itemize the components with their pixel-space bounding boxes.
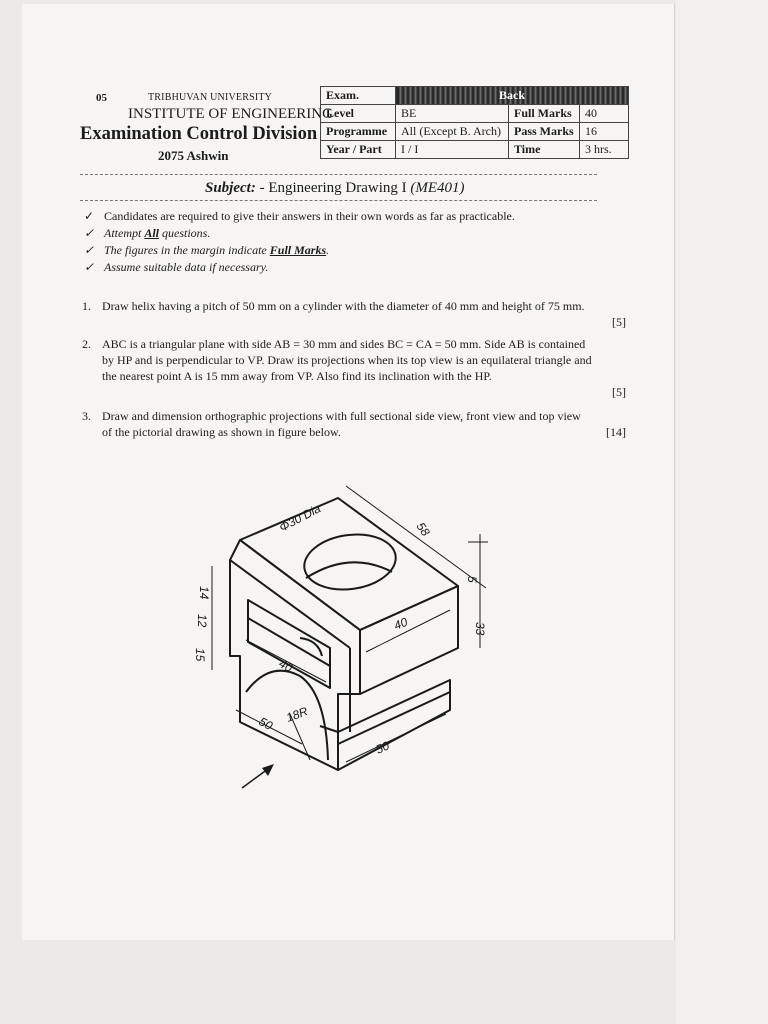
university-name: TRIBHUVAN UNIVERSITY bbox=[148, 92, 273, 103]
subject-code: (ME401) bbox=[410, 180, 465, 196]
programme-value: All (Except B. Arch) bbox=[396, 123, 509, 141]
dim-hole-dia: Φ30 Dia bbox=[276, 501, 323, 535]
dim-base-right: 50 bbox=[373, 738, 392, 757]
question-3: 3. Draw and dimension orthographic projections with full sectional side view, front view and top view of the pictorial drawing as shown in figure below. [14] bbox=[82, 409, 626, 439]
year-label: Year / Part bbox=[321, 141, 396, 159]
pass-marks-value: 16 bbox=[580, 123, 629, 141]
exam-info-table bbox=[320, 86, 629, 159]
year-value: I / I bbox=[396, 141, 509, 159]
institute-name: INSTITUTE OF ENGINEERING bbox=[128, 106, 333, 122]
dim-base-left: 50 bbox=[256, 714, 275, 733]
slot-opening bbox=[248, 600, 330, 688]
instruction-item: ✓ The figures in the margin indicate Full Marks. bbox=[84, 243, 330, 257]
level-value: BE bbox=[396, 105, 509, 123]
dim-wall-a: 14 bbox=[197, 586, 211, 600]
right-face bbox=[360, 586, 458, 694]
instruction-item: ✓ Attempt All questions. bbox=[84, 226, 211, 240]
exam-value: Back bbox=[396, 87, 629, 105]
instruction-item: ✓ Assume suitable data if necessary. bbox=[84, 260, 269, 274]
divider-top bbox=[80, 174, 597, 175]
full-marks-label: Full Marks bbox=[509, 105, 580, 123]
pass-marks-label: Pass Marks bbox=[509, 123, 580, 141]
subject-name: - Engineering Drawing I bbox=[255, 180, 411, 196]
isometric-figure bbox=[150, 470, 510, 800]
view-direction-arrow-icon bbox=[242, 764, 274, 788]
question-marks: [5] bbox=[612, 315, 626, 329]
question-2: 2. ABC is a triangular plane with side AB = 30 mm and sides BC = CA = 50 mm. Side AB is contained by HP and is perpendicular to VP. Draw its projections when its top view is an equilateral triangle and the nearest point A is 15 mm away from VP. Also find its inclination with the HP. [5] bbox=[82, 337, 626, 399]
subject-line bbox=[205, 180, 465, 197]
time-value: 3 hrs. bbox=[580, 141, 629, 159]
dim-radius: 18R bbox=[284, 704, 310, 725]
exam-label: Exam. bbox=[321, 87, 396, 105]
check-icon: ✓ bbox=[84, 260, 95, 274]
instruction-item: ✓ Candidates are required to give their answers in their own words as far as practicable. bbox=[84, 209, 515, 223]
question-marks: [5] bbox=[612, 385, 626, 399]
check-icon: ✓ bbox=[84, 209, 95, 223]
level-label: Level bbox=[321, 105, 396, 123]
dim-height: 33 bbox=[473, 622, 487, 636]
full-marks-value: 40 bbox=[580, 105, 629, 123]
dim-wall-c: 15 bbox=[193, 648, 207, 662]
question-1: 1. Draw helix having a pitch of 50 mm on a cylinder with the diameter of 40 mm and height of 75 mm. [5] bbox=[82, 299, 626, 329]
check-icon: ✓ bbox=[84, 226, 95, 240]
time-label: Time bbox=[509, 141, 580, 159]
page-edge bbox=[676, 0, 768, 1024]
paper-code: 05 bbox=[96, 92, 107, 104]
question-marks: [14] bbox=[606, 425, 626, 439]
check-icon: ✓ bbox=[84, 243, 95, 257]
dim-depth: 58 bbox=[413, 519, 433, 539]
dim-slot: 40 bbox=[276, 656, 295, 675]
hole-inner-edge bbox=[306, 562, 392, 578]
dim-wall-b: 12 bbox=[195, 614, 209, 628]
subject-label: Subject: bbox=[205, 180, 256, 196]
programme-label: Programme bbox=[321, 123, 396, 141]
dim-width: 40 bbox=[391, 614, 410, 633]
dim-top-thick: 5 bbox=[465, 576, 479, 583]
base-corner bbox=[320, 726, 338, 732]
instructions-list bbox=[84, 208, 515, 276]
division-title: Examination Control Division bbox=[80, 124, 318, 144]
divider-bottom bbox=[80, 200, 597, 201]
exam-session: 2075 Ashwin bbox=[158, 148, 229, 163]
